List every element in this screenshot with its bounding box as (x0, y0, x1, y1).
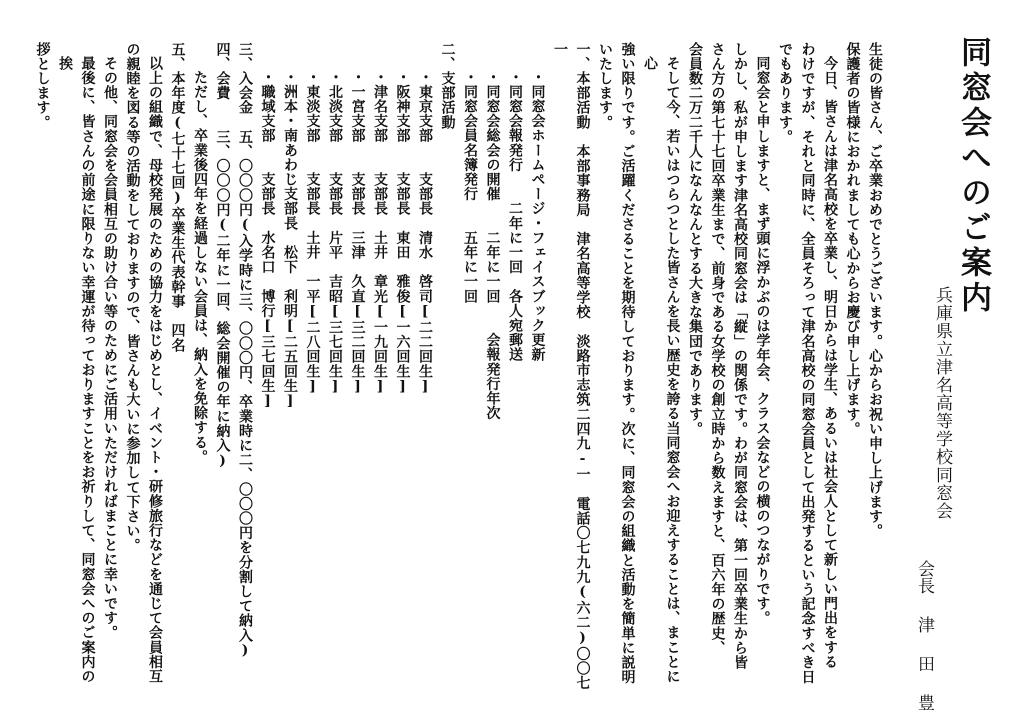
section-2-heading: 二、支部活動 (439, 42, 456, 130)
branch-item: ・職域支部 支部長 水名口 博行[三七回生] (259, 70, 276, 410)
section-1-item: ・同窓会報発行 二年に一回 各人宛郵送 (507, 70, 523, 362)
branch-item: ・東淡支部 支部長 土井 一平[二八回生] (304, 70, 321, 396)
intro-line: でもあります。 (777, 42, 793, 145)
section-4-membership-fee: 四、会費 三、〇〇〇円(二年に一回、総会開催の年に納入) (214, 42, 231, 470)
section-1-item: ・同窓会総会の開催 二年に一回 会報発行年次 (484, 70, 501, 421)
signature-role: 会長 (914, 560, 934, 594)
intro-line: しかし、私が申します津名高校同窓会は「縦」の関係です。わが同窓会は、第一回卒業生から皆 (732, 42, 748, 670)
section-1-heading: 一、本部活動 本部事務局 津名高等学校 淡路市志筑二四九-一 電話〇七九九(六二)〇〇七一 (552, 42, 591, 691)
intro-line: わけですが、それと同時に、全員そろって津名高校の同窓会員として出発するという記念すべき日 (799, 42, 816, 685)
section-5-representatives: 五、本年度(七十七回)卒業生代表幹事 四名 (169, 42, 186, 353)
intro-line: 今日、皆さんは津名高校を卒業し、明日からは学生、あるいは社会人として新しい門出をする (822, 56, 838, 670)
signature-name-3: 豊 (914, 694, 934, 711)
branch-item: ・東京支部 支部長 清水 啓司[二二回生] (417, 70, 433, 396)
signature-name-1: 津 (914, 616, 934, 633)
intro-line: 会員数二万二千人になんなんとする大きな集団であります。 (687, 42, 703, 437)
closing-line: 拶とします。 (34, 42, 51, 130)
closing-line: 最後に、皆さんの前途に限りない幸運が待っておりますことをお祈りして、同窓会へのご案内の挨 (57, 56, 96, 684)
document-title: 同窓会へのご案内 (955, 36, 991, 316)
intro-line: そして今、若いはつらつとした皆さんを長い歴史を誇る当同窓会へお迎えすることは、まことに心 (642, 56, 681, 684)
section-3-admission-fee: 三、入会金 五、〇〇〇円(入学時に三、〇〇〇円、卒業時に二、〇〇〇円を分割して納入) (237, 42, 253, 660)
intro-line: さん方の第七十七回卒業生まで、前身である女学校の創立時から数えますと、百六年の歴史、 (709, 42, 726, 656)
branch-item: ・津名支部 支部長 土井 章光[一九回生] (372, 70, 388, 396)
closing-line: の親睦を図る等の活動をしておりますので、皆さんも大いに参加して下さい。 (124, 42, 141, 553)
intro-line: 生徒の皆さん、ご卒業おめでとうございます。心からお祝い申し上げます。 (867, 42, 883, 539)
section-1-item: ・同窓会ホームページ・フェイスブック更新 (529, 70, 546, 362)
branch-item: ・一宮支部 支部長 三津 久直[三二回生] (349, 70, 366, 396)
organization-name: 兵庫県立津名高等学校同窓会 (932, 286, 952, 520)
signature-name-2: 田 (914, 655, 934, 672)
branch-item: ・阪神支部 支部長 東田 雅俊[一六回生] (394, 70, 411, 396)
section-1-item: ・同窓会員名簿発行 五年に一回 (462, 70, 478, 304)
intro-line: 強い限りです。ご活躍くださることを期待しております。次に、同窓会の組織と活動を簡単に説明 (619, 42, 636, 685)
closing-line: 以上の組織で、母校発展のための協力をはじめとし、イベント・研修旅行などを通じて会員相互 (147, 56, 163, 684)
section-4-note: ただし、卒業後四年を経過しない会員は、納入を免除する。 (192, 70, 208, 465)
intro-line: 保護者の皆様におかれましても心からお慶び申し上げます。 (844, 42, 861, 437)
branch-item: ・洲本・南あわじ支部長 松下 利明[二五回生] (282, 70, 298, 410)
intro-line: 同窓会と申しますと、まず頭に浮かぶのは学年会、クラス会などの横のつながりです。 (754, 56, 771, 626)
document-body (31, 42, 886, 692)
closing-line: その他、同窓会を会員相互の助け合い等のためにご活用いただければまことに幸いです。 (102, 56, 118, 640)
intro-line: いたします。 (597, 42, 613, 130)
branch-item: ・北淡支部 支部長 片平 吉昭[三七回生] (327, 70, 343, 396)
signature (915, 560, 932, 711)
